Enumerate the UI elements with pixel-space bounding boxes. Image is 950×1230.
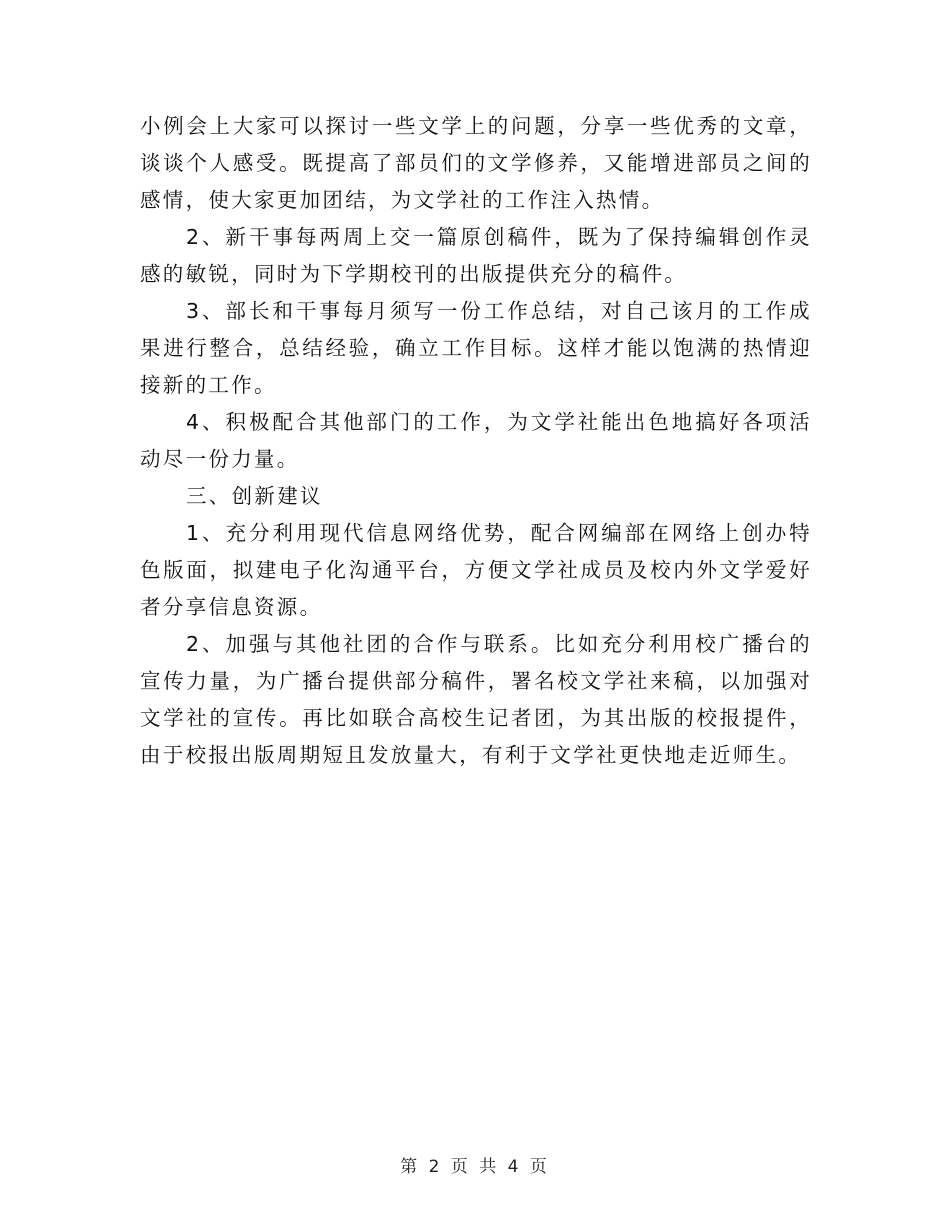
section-heading-innovation: 三、创新建议 [186, 484, 323, 508]
paragraph-item-2: 2、新干事每两周上交一篇原创稿件，既为了保持编辑创作灵感的敏锐，同时为下学期校刊的出版提供充分的稿件。 [140, 225, 812, 286]
paragraph-suggestion-2: 2、加强与其他社团的合作与联系。比如充分利用校广播台的宣传力量，为广播台提供部分稿件，署名校文学社来稿，以加强对文学社的宣传。再比如联合高校生记者团，为其出版的校报提件，由于校报出版周期短且发放量大，有利于文学社更快地走近师生。 [140, 632, 812, 767]
paragraph-suggestion-1: 1、充分利用现代信息网络优势，配合网编部在网络上创办特色版面，拟建电子化沟通平台，方便文学社成员及校内外文学爱好者分享信息资源。 [140, 521, 812, 619]
paragraph-continuation: 小例会上大家可以探讨一些文学上的问题，分享一些优秀的文章，谈谈个人感受。既提高了部员们的文学修养，又能增进部员之间的感情，使大家更加团结，为文学社的工作注入热情。 [140, 114, 812, 212]
paragraph-item-4: 4、积极配合其他部门的工作，为文学社能出色地搞好各项活动尽一份力量。 [140, 410, 812, 471]
page-number-footer: 第 2 页 共 4 页 [400, 1157, 550, 1177]
document-body [140, 108, 812, 774]
paragraph-item-3: 3、部长和干事每月须写一份工作总结，对自己该月的工作成果进行整合，总结经验，确立工作目标。这样才能以饱满的热情迎接新的工作。 [140, 299, 812, 397]
